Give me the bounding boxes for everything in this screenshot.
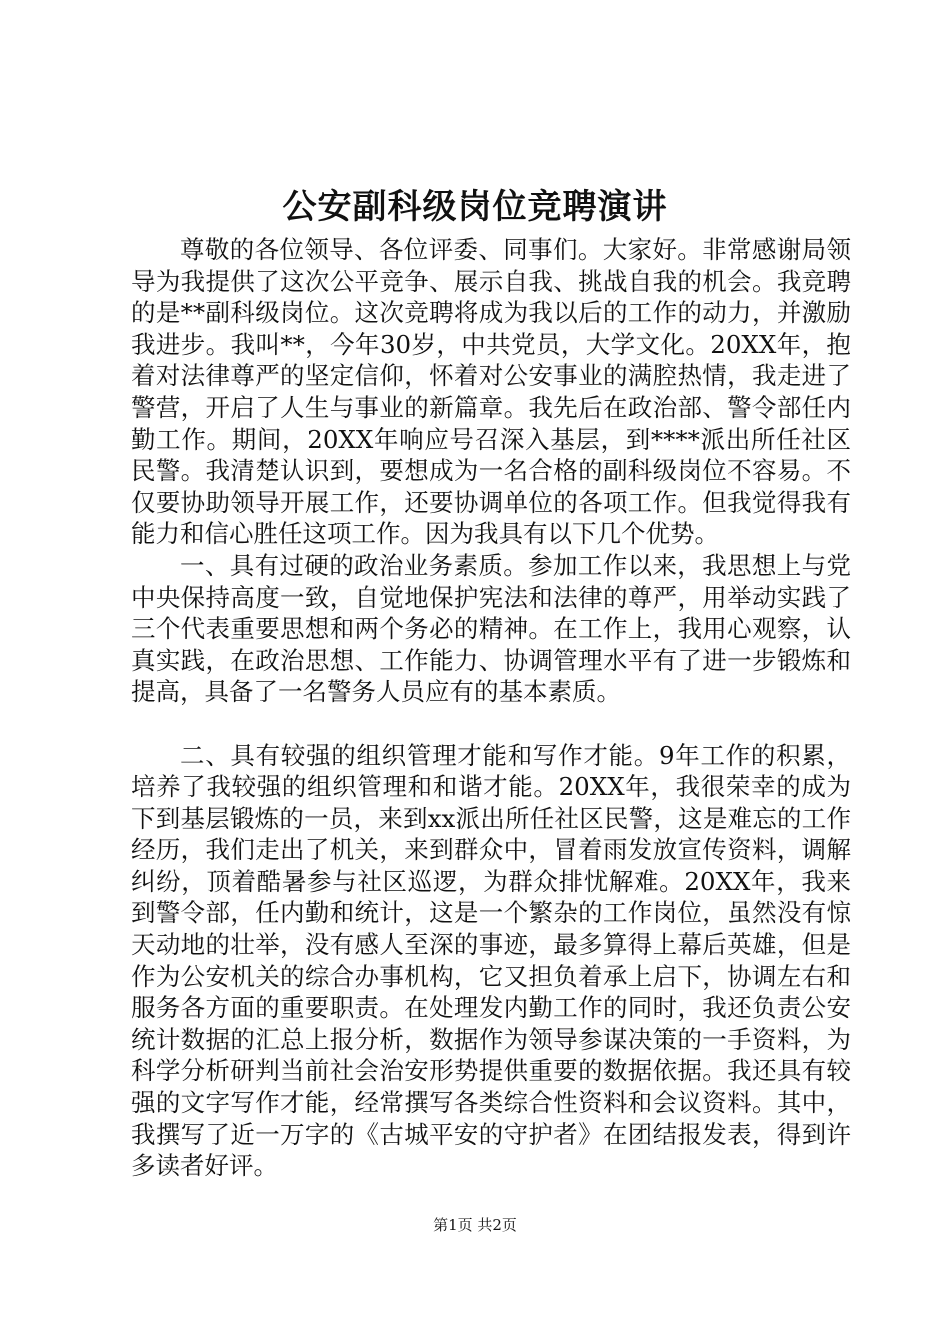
paragraph-point-two: 二、具有较强的组织管理才能和写作才能。9年工作的积累，培养了我较强的组织管理和和谐才能。20XX年，我很荣幸的成为下到基层锻炼的一员，来到xx派出所任社区民警，这是难忘的工作经历，我们走出了机关，来到群众中，冒着雨发放宣传资料，调解纠纷，顶着酷暑参与社区巡逻，为群众排忧解难。20XX年，我来到警令部，任内勤和统计，这是一个繁杂的工作岗位，虽然没有惊天动地的壮举，没有感人至深的事迹，最多算得上幕后英雄，但是作为公安机关的综合办事机构，它又担负着承上启下，协调左右和服务各方面的重要职责。在处理发内勤工作的同时，我还负责公安统计数据的汇总上报分析，数据作为领导参谋决策的一手资料，为科学分析研判当前社会治安形势提供重要的数据依据。我还具有较强的文字写作才能，经常撰写各类综合性资料和会议资料。其中，我撰写了近一万字的《古城平安的守护者》在团结报发表，得到许多读者好评。 [131,740,851,1181]
paragraph-spacer [131,708,851,740]
document-body [131,234,851,1182]
document-title: 公安副科级岗位竞聘演讲 [282,187,668,227]
paragraph-intro: 尊敬的各位领导、各位评委、同事们。大家好。非常感谢局领导为我提供了这次公平竞争、展示自我、挑战自我的机会。我竞聘的是**副科级岗位。这次竞聘将成为我以后的工作的动力，并激励我进步。我叫**，今年30岁，中共党员，大学文化。20XX年，抱着对法律尊严的坚定信仰，怀着对公安事业的满腔热情，我走进了警营，开启了人生与事业的新篇章。我先后在政治部、警令部任内勤工作。期间，20XX年响应号召深入基层，到****派出所任社区民警。我清楚认识到，要想成为一名合格的副科级岗位不容易。不仅要协助领导开展工作，还要协调单位的各项工作。但我觉得我有能力和信心胜任这项工作。因为我具有以下几个优势。 [131,235,851,549]
page-number-footer: 第1页 共2页 [433,1216,517,1234]
paragraph-point-one: 一、具有过硬的政治业务素质。参加工作以来，我思想上与党中央保持高度一致，自觉地保护宪法和法律的尊严，用举动实践了三个代表重要思想和两个务必的精神。在工作上，我用心观察，认真实践，在政治思想、工作能力、协调管理水平有了进一步锻炼和提高，具备了一名警务人员应有的基本素质。 [131,550,851,707]
